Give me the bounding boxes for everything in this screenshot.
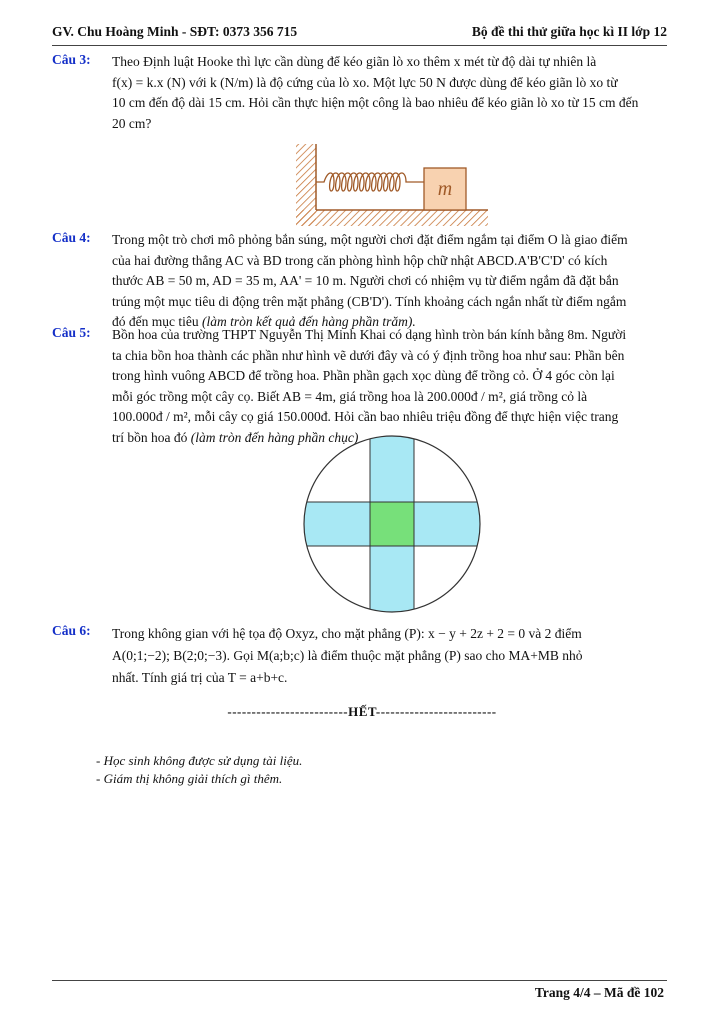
exam-title: Bộ đề thi thử giữa học kì II lớp 12: [471, 24, 667, 39]
text-line: 20 cm?: [112, 115, 152, 131]
rounding-note: (làm tròn đến hàng phần chục): [190, 429, 359, 445]
text-line: Trong không gian với hệ tọa độ Oxyz, cho mặt phẳng (P): x − y + 2z + 2 = 0 và 2 điểm: [112, 626, 582, 641]
question-label: Câu 5:: [52, 325, 91, 340]
author-info: GV. Chu Hoàng Minh - SĐT: 0373 356 715: [52, 24, 298, 39]
text-line: Bồn hoa của trường THPT Nguyễn Thị Minh Khai có dạng hình tròn bán kính bằng 8m. Người: [112, 327, 627, 342]
text-line: 10 cm đến độ dài 15 cm. Hỏi cần thực hiện một công là bao nhiêu để kéo giãn lò xo từ 15 cm đến: [112, 95, 639, 110]
text-part: trí bồn hoa đó: [112, 429, 191, 445]
spring-figure: [290, 138, 495, 230]
question-text: [112, 52, 672, 134]
question-label: Câu 3:: [52, 52, 91, 67]
text-line: mỗi góc trồng một cây cọ. Biết AB = 4m, giá trồng hoa là 200.000đ / m², giá trồng cỏ là: [112, 388, 588, 404]
text-line: f(x) = k.x (N) với k (N/m) là độ cứng của lò xo. Một lực 50 N được dùng để kéo giãn lò xo từ: [112, 74, 618, 90]
text-line: trong hình vuông ABCD để trồng hoa. Phần phần gạch xọc dùng để trồng cỏ. Ở 4 góc còn lại: [112, 368, 615, 383]
text-line: ta chia bồn hoa thành các phần như hình vẽ dưới đây và có ý định trồng hoa như sau: Phần bên: [112, 347, 625, 363]
text-part: đó đến mục tiêu: [112, 314, 202, 329]
question-label: Câu 6:: [52, 623, 91, 638]
footer-divider: [52, 980, 667, 981]
floor-hatch: [296, 210, 488, 226]
text-line: Trong một trò chơi mô phỏng bắn súng, một người chơi đặt điểm ngắm tại điểm O là giao điểm: [112, 232, 628, 247]
page-footer: Trang 4/4 – Mã đề 102: [534, 985, 664, 1000]
text-line: nhất. Tính giá trị của T = a+b+c.: [112, 670, 288, 685]
question-text: [112, 230, 672, 333]
text-line: A(0;1;−2); B(2;0;−3). Gọi M(a;b;c) là điểm thuộc mặt phẳng (P) sao cho MA+MB nhỏ: [112, 648, 583, 663]
question-text: [112, 325, 672, 448]
text-line: trúng một mục tiêu di động trên mặt phẳng (CB'D'). Tính khoảng cách ngắn nhất từ điểm ngắm: [112, 293, 627, 309]
rounding-note: (làm tròn kết quả đến hàng phần trăm).: [201, 314, 416, 329]
flowerbed-figure: [300, 434, 484, 614]
note-no-documents: - Học sinh không được sử dụng tài liệu.: [96, 753, 303, 768]
question-label: Câu 4:: [52, 230, 91, 245]
text-line: 100.000đ / m², mỗi cây cọ giá 150.000đ. Hỏi cần bao nhiêu triệu đồng để thực hiện việc trang: [112, 409, 619, 424]
note-no-explanation: - Giám thị không giải thích gì thêm.: [96, 771, 283, 786]
text-line: thước AB = 50 m, AD = 35 m, AA' = 10 m. Người chơi có nhiệm vụ từ điểm ngắm đã đặt bắn: [112, 273, 619, 288]
end-marker: -------------------------HẾT-------------------------: [227, 704, 497, 719]
text-line: của hai đường thẳng AC và BD trong căn phòng hình hộp chữ nhật ABCD.A'B'C'D' có kích: [112, 252, 608, 268]
text-line: Theo Định luật Hooke thì lực cần dùng để kéo giãn lò xo thêm x mét từ độ dài tự nhiên là: [112, 54, 597, 69]
mass-label: m: [437, 178, 453, 200]
center-square: [370, 502, 414, 546]
question-text: [112, 623, 672, 689]
page-header: [52, 22, 667, 46]
spring-coil: [316, 173, 424, 191]
